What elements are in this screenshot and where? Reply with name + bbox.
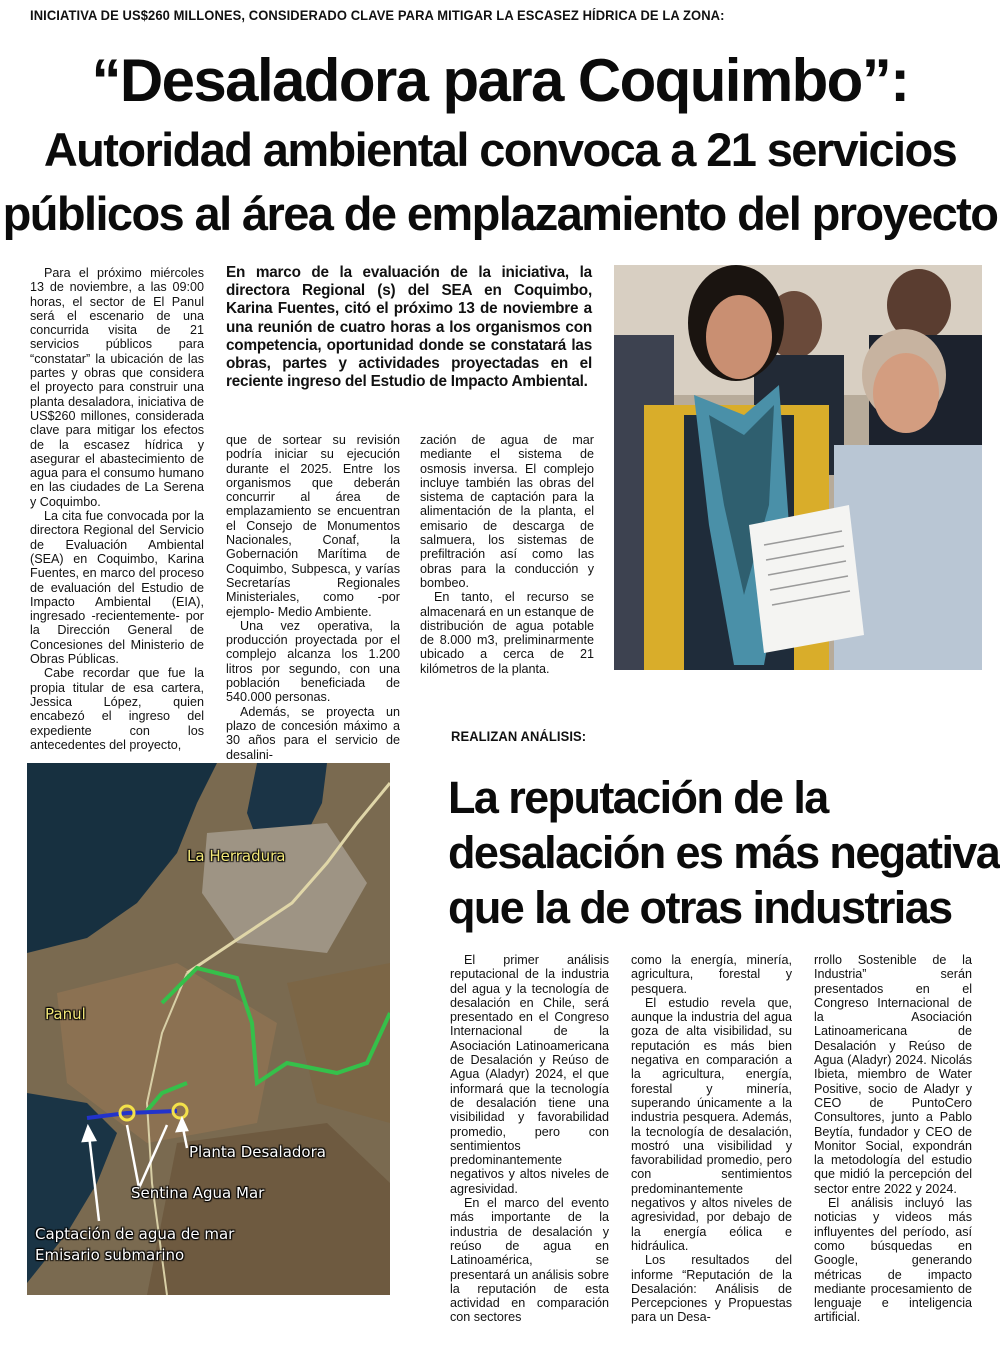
- article1-headline-line2: Autoridad ambiental convoca a 21 servicios: [43, 123, 957, 176]
- map-label-panul: Panul: [45, 1005, 86, 1023]
- article1-column-1: [30, 266, 204, 752]
- paragraph: rrollo Sostenible de la Industria” serán presentados en el Congreso Internacional de la Asociación Latinoamericana de Desalación y Reúso de Agua (Aladyr) 2024. Nicolás Ibieta, miembro de Water Positive, socio de Aladyr y CEO de PuntoCero Consultores, junto a Pablo Beytía, fundador y CEO de Monitor Social, expondrán la metodología del estudio que midió la percepción del sector entre 2022 y 2024.: [814, 953, 972, 1196]
- officials-photo-illustration: [614, 265, 982, 670]
- article2-column-2: [631, 953, 792, 1325]
- article1-kicker: INICIATIVA DE US$260 MILLONES, CONSIDERADO CLAVE PARA MITIGAR LA ESCASEZ HÍDRICA DE LA ZONA:: [30, 8, 725, 23]
- article1-column-2: [226, 433, 400, 762]
- article1-column-3: [420, 433, 594, 676]
- map-label-sentina-agua-mar: Sentina Agua Mar: [131, 1184, 265, 1202]
- paragraph: Además, se proyecta un plazo de concesión máximo a 30 años para el servicio de desalini-: [226, 704, 400, 762]
- paragraph: En tanto, el recurso se almacenará en un estanque de distribución de agua potable de 8.000 m3, preliminarmente ubicado a cerca de 21 kilómetros de la planta.: [420, 590, 594, 676]
- article2-headline-line2: desalación es más negativa: [448, 827, 1000, 878]
- paragraph: como la energía, minería, agricultura, forestal y pesquera.: [631, 953, 792, 996]
- paragraph: Los resultados del informe “Reputación de la Desalación: Análisis de Percepciones y Propuestas para un Desa-: [631, 1253, 792, 1325]
- paragraph: Cabe recordar que fue la propia titular de esa cartera, Jessica López, quien encabezó el ingreso del expediente con los antecedentes del proyecto,: [30, 666, 204, 752]
- map-label-planta-desaladora: Planta Desaladora: [189, 1143, 326, 1161]
- map-label-captacion: Captación de agua de mar: [35, 1225, 235, 1243]
- paragraph: En el marco del evento más importante de la industria de desalación y reúso de agua en Latinoamérica, se presentará un análisis sobre la reputación de esta actividad en comparación con sectores: [450, 1196, 609, 1325]
- article2-column-3: [814, 953, 972, 1325]
- paragraph: que de sortear su revisión podría iniciar su ejecución durante el 2025. Entre los organismos que deberán concurrir al área de emplazamiento se encuentran el Consejo de Monumentos Nacionales, Conaf, la Gobernación Marítima de Coquimbo, Subpesca, y varías Secretarías Regionales Ministeriales, como -por ejemplo- Medio Ambiente.: [226, 433, 400, 619]
- paragraph: Para el próximo miércoles 13 de noviembre, a las 09:00 horas, el sector de El Panul será el escenario de una concurrida visita de 21 servicios públicos para “constatar” la ubicación de las partes y obras que considera el proyecto para construir una planta desaladora, iniciativa de US$260 millones, considerada clave para mitigar los efectos de la escasez hídrica y asegurar el abastecimiento de agua para el consumo humano en las ciudades de La Serena y Coquimbo.: [30, 266, 204, 509]
- paragraph: Una vez operativa, la producción proyectada por el complejo alcanza los 1.200 litros por segundo, con una población beneficiada de 540.000 personas.: [226, 618, 400, 705]
- paragraph: zación de agua de mar mediante el sistema de osmosis inversa. El complejo incluye también las obras del sistema de captación para la alimentación de la planta, el emisario de descarga de salmuera, los sistemas de prefiltración así como las obras para la conducción y bombeo.: [420, 433, 594, 590]
- satellite-map: [27, 763, 390, 1295]
- article1-headline-line1: “Desaladora para Coquimbo”:: [91, 47, 909, 114]
- paragraph: El análisis incluyó las noticias y videos más influyentes del período, así como búsquedas en Google, generando métricas de impacto mediante procesamiento de lenguaje e inteligencia artificial.: [814, 1196, 972, 1325]
- article2-headline-line3: que la de otras industrias: [448, 882, 952, 933]
- map-label-la-herradura: La Herradura: [187, 847, 286, 865]
- map-label-emisario: Emisario submarino: [35, 1246, 185, 1264]
- project-map: [27, 763, 390, 1295]
- paragraph: El estudio revela que, aunque la industria del agua goza de alta visibilidad, su reputación es más bien negativa en comparación a la agricultura, energía, forestal y minería, superando únicamente a la industria pesquera. Además, la tecnología de desalación, mostró una visibilidad y favorabilidad promedio, pero con sentimientos predominantemente negativos y altos niveles de agresividad, por debajo de la energía eólica e hidráulica.: [631, 995, 792, 1253]
- paragraph: La cita fue convocada por la directora Regional del Servicio de Evaluación Ambiental (SEA) en Coquimbo, Karina Fuentes, en marco del proceso de evaluación del Estudio de Impacto Ambiental (EIA), ingresado -recientemente- por la Dirección General de Concesiones del Ministerio de Obras Públicas.: [30, 509, 204, 667]
- article1-headline-line3: públicos al área de emplazamiento del proyecto: [2, 187, 998, 240]
- officials-photo: [614, 265, 982, 670]
- article2-headline-line1: La reputación de la: [448, 772, 828, 823]
- article2-kicker: REALIZAN ANÁLISIS:: [451, 729, 587, 744]
- article2-column-1: [450, 953, 609, 1325]
- article1-lead: En marco de la evaluación de la iniciativa, la directora Regional (s) del SEA en Coquimbo, Karina Fuentes, citó el próximo 13 de noviembre a una reunión de cuatro horas a los organismos con competencia, oportunidad donde se constatará las obras, partes y actividades proyectadas en el reciente ingreso del Estudio de Impacto Ambiental.: [226, 264, 592, 391]
- paragraph: El primer análisis reputacional de la industria del agua y la tecnología de desalación en Chile, será presentado en el Congreso Internacional de la Asociación Latinoamericana de Desalación y Reúso de Agua (Aladyr) 2024, el que informará que la tecnología de desalación tiene una visibilidad y favorabilidad promedio, pero con sentimientos predominantemente negativos y altos niveles de agresividad.: [450, 953, 609, 1196]
